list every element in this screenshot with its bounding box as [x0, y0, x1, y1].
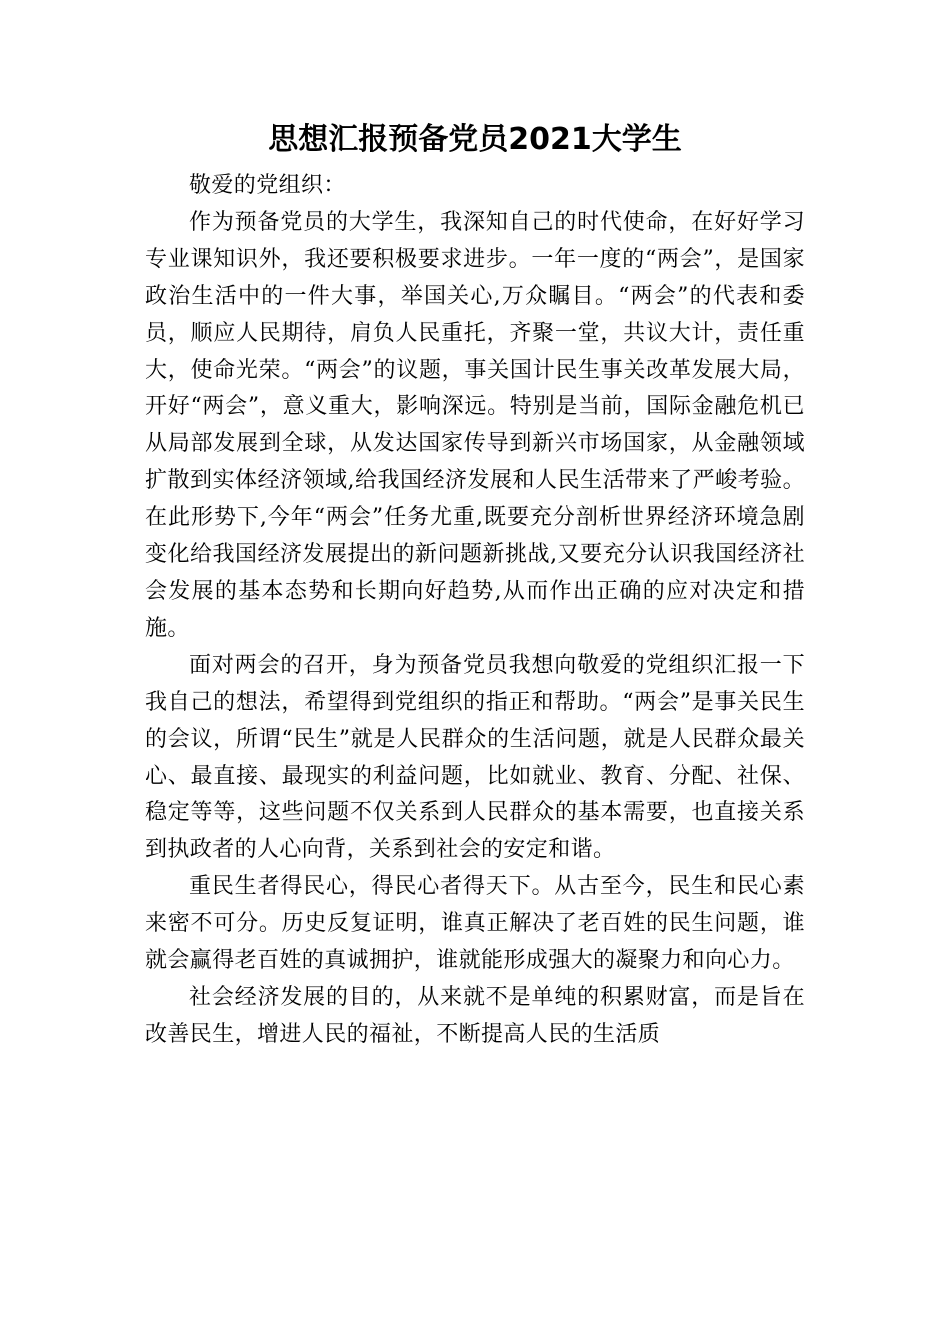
salutation: 敬爱的党组织：	[189, 173, 346, 198]
document-title: 思想汇报预备党员2021大学生	[268, 122, 682, 157]
paragraph-1: 作为预备党员的大学生，我深知自己的时代使命，在好好学习专业课知识外，我还要积极要求进步。一年一度的“两会”，是国家政治生活中的一件大事，举国关心,万众瞩目。“两会”的代表和委员，顺应人民期待，肩负人民重托，齐聚一堂，共议大计，责任重大，使命光荣。“两会”的议题，事关国计民生事关改革发展大局，开好“两会”，意义重大，影响深远。特别是当前，国际金融危机已从局部发展到全球，从发达国家传导到新兴市场国家，从金融领域扩散到实体经济领域,给我国经济发展和人民生活带来了严峻考验。在此形势下,今年“两会”任务尤重,既要充分剖析世界经济环境急剧变化给我国经济发展提出的新问题新挑战,又要充分认识我国经济社会发展的基本态势和长期向好趋势,从而作出正确的应对决定和措施。	[145, 209, 805, 641]
document-page	[145, 118, 805, 1054]
paragraph-3: 重民生者得民心，得民心者得天下。从古至今，民生和民心素来密不可分。历史反复证明，谁真正解决了老百姓的民生问题，谁就会赢得老百姓的真诚拥护，谁就能形成强大的凝聚力和向心力。	[145, 874, 805, 974]
paragraph-4: 社会经济发展的目的，从来就不是单纯的积累财富，而是旨在改善民生，增进人民的福祉，不断提高人民的生活质	[145, 984, 805, 1047]
paragraph-2: 面对两会的召开，身为预备党员我想向敬爱的党组织汇报一下我自己的想法，希望得到党组织的指正和帮助。“两会”是事关民生的会议，所谓“民生”就是人民群众的生活问题，就是人民群众最关心、最直接、最现实的利益问题，比如就业、教育、分配、社保、稳定等等，这些问题不仅关系到人民群众的基本需要，也直接关系到执政者的人心向背，关系到社会的安定和谐。	[145, 652, 805, 863]
